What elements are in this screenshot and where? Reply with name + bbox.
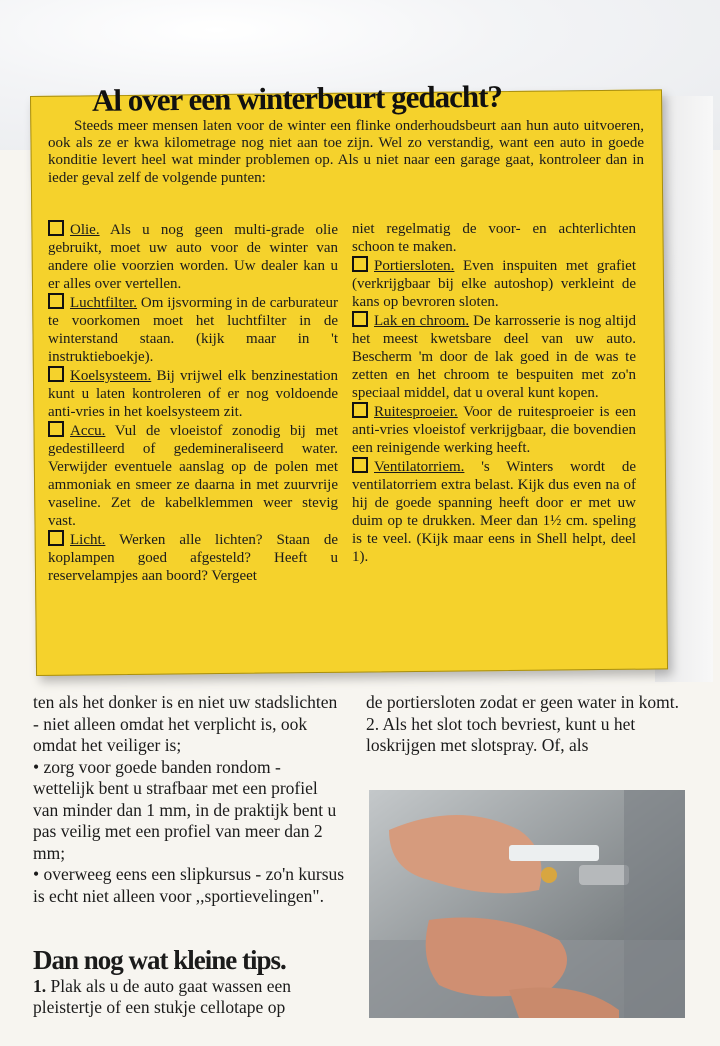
checkbox-icon: [352, 402, 368, 418]
lower-left-column: [33, 692, 345, 907]
car-lock-photo: [369, 790, 685, 1018]
small-tip-1: 1. Plak als u de auto gaat wassen een pleistertje of een stukje cellotape op: [33, 976, 292, 1017]
tip-ventilatorriem: Ventilatorriem. 's Winters wordt de ventilatorriem extra belast. Kijk dus even na of hij de goede spanning heeft door er met uw duim op te drukken. Meer dan 1½ cm. speling is te veel. (Kijk maar eens in Shell helpt, deel 1).: [352, 459, 636, 565]
checkbox-icon: [352, 311, 368, 327]
small-tip-2: 2. Als het slot toch bevriest, kunt u het loskrijgen met slotspray. Of, als: [366, 713, 636, 755]
tip-accu: Accu. Vul de vloeistof zonodig bij met gedestilleerd of gedemineraliseerd water. Verwijder eventuele aanslag op de polen met ammoniak en smeer ze daarna in met zuurvrije vaseline. Zet de kabelklemmen weer stevig vast.: [48, 423, 338, 529]
checkbox-icon: [48, 530, 64, 546]
body-paragraph: ten als het donker is en niet uw stadslichten - niet alleen omdat het verplicht is, ook omdat het veiliger is;: [33, 692, 338, 755]
subheading: Dan nog wat kleine tips.: [33, 945, 286, 975]
tip-olie: Olie. Als u nog geen multi-grade olie gebruikt, moet uw auto voor de winter van andere olie voorzien worden. Uw dealer kan u er alles over vertellen.: [48, 222, 338, 292]
tip-portiersloten: Portiersloten. Even inspuiten met grafiet (verkrijgbaar bij elke autoshop) verkleint de kans op bevroren sloten.: [352, 258, 636, 310]
tip-lak-en-chroom: Lak en chroom. De karrosserie is nog altijd het meest kwetsbare deel van uw auto. Bescherm 'm door de lak goed in de was te zetten en het chroom te bespuiten met zo'n speciaal middel, dat u overal kunt kopen.: [352, 313, 636, 401]
tip-koelsysteem: Koelsysteem. Bij vrijwel elk benzinestation kunt u laten kontroleren of er nog voldoende anti-vries in het koelsysteem zit.: [48, 368, 338, 420]
checkbox-icon: [48, 220, 64, 236]
checkbox-icon: [48, 421, 64, 437]
intro-paragraph: Steeds meer mensen laten voor de winter een flinke onderhoudsbeurt aan hun auto uitvoeren, ook als ze er kwa kilometrage nog niet aan toe zijn. Wel zo verstandig, want een auto in goede konditie levert heel wat minder problemen op. Als u niet naar een garage gaat, kontroleer dan in ieder geval zelf de volgende punten:: [48, 118, 644, 186]
tip-luchtfilter: Luchtfilter. Om ijsvorming in de carburateur te voorkomen moet het luchtfilter in de winterstand staan. (kijk maar in 't instruktieboekje).: [48, 295, 338, 365]
checkbox-icon: [48, 293, 64, 309]
headline: Al over een winterbeurt gedacht?: [91, 78, 503, 118]
left-tips-column: [48, 220, 338, 585]
tip-ruitesproeier: Ruitesproeier. Voor de ruitesproeier is een anti-vries vloeistof verkrijgbaar, die bovendien een reinigende werking heeft.: [352, 404, 636, 456]
hands-unlocking-car-door-icon: [369, 790, 685, 1018]
checkbox-icon: [352, 256, 368, 272]
licht-continuation: niet regelmatig de voor- en achterlichten schoon te maken.: [352, 221, 636, 255]
lower-right-column: [366, 692, 688, 757]
checkbox-icon: [352, 457, 368, 473]
bullet-banden: • zorg voor goede banden rondom - wettelijk bent u strafbaar met een profiel van minder dan 1 mm, in de praktijk bent u pas veilig met een profiel van meer dan 2 mm;: [33, 756, 337, 863]
bullet-slipkursus: • overweeg eens een slipkursus - zo'n kursus is echt niet alleen voor ,,sportievelingen".: [33, 864, 345, 906]
checkbox-icon: [48, 366, 64, 382]
body-paragraph: de portiersloten zodat er geen water in komt.: [366, 692, 679, 712]
right-tips-column: [352, 220, 636, 566]
tip-licht: Licht. Werken alle lichten? Staan de koplampen goed afgesteld? Heeft u reservelampjes aan boord? Vergeet: [48, 532, 338, 584]
